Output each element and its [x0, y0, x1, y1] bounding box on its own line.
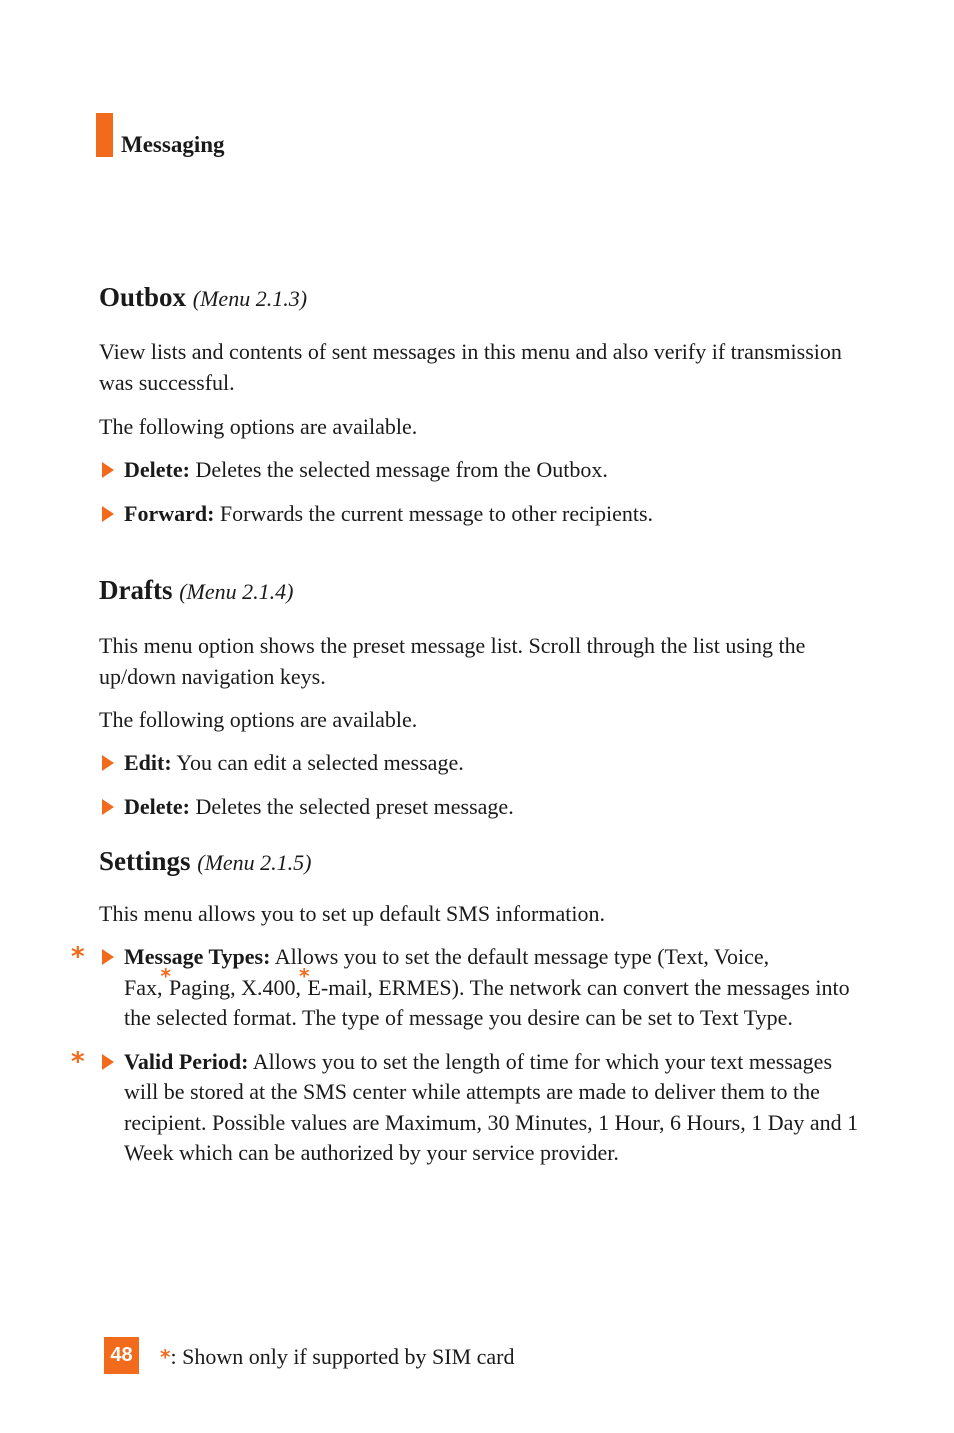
option-text: Deletes the selected message from the Outbox. — [189, 457, 608, 482]
asterisk-icon: * — [160, 1345, 171, 1369]
drafts-heading — [99, 572, 859, 610]
settings-option-valid-period — [71, 1046, 859, 1169]
settings-option-message-types — [71, 942, 859, 1034]
sim-only-asterisk-icon: * — [298, 963, 310, 988]
footnote — [160, 1343, 515, 1371]
bullet-triangle-icon — [102, 949, 114, 965]
section-header-bar — [96, 113, 113, 157]
drafts-options-intro: The following options are available. — [99, 707, 418, 732]
option-label: Forward: — [124, 500, 215, 526]
drafts-description: This menu option shows the preset message list. Scroll through the list using the up/down navigation keys. — [99, 633, 806, 689]
option-text: Paging, X.400, — [168, 974, 301, 1000]
option-label: Valid Period: — [124, 1048, 249, 1074]
sim-only-asterisk-icon: * — [71, 1046, 85, 1077]
drafts-title: Drafts — [99, 575, 173, 605]
option-text: E-mail, ERMES). The network can convert the messages into the selected format. The type of message you desire can be set to Text Type. — [124, 974, 850, 1030]
outbox-option-delete — [99, 455, 859, 486]
option-text: Allows you to set the length of time for which your text messages will be stored at the SMS center while attempts are made to deliver them to the recipient. Possible values are Maximum, 30 Minutes, 1 Hour, 6 Hours, 1 Day and 1 Week which can be authorized by your service provider. — [124, 1048, 859, 1165]
option-text: You can edit a selected message. — [171, 750, 464, 775]
sim-only-asterisk-icon: * — [160, 963, 171, 988]
option-text: Allows you to set the default message type (Text, Voice, Fax, — [124, 944, 770, 1000]
bullet-triangle-icon — [102, 1054, 114, 1070]
sim-only-asterisk-icon: * — [71, 942, 85, 972]
drafts-option-edit — [99, 748, 859, 779]
settings-title: Settings — [99, 846, 191, 876]
option-label: Message Types: — [124, 944, 271, 969]
outbox-options-intro: The following options are available. — [99, 414, 418, 439]
outbox-title: Outbox — [99, 282, 187, 312]
bullet-triangle-icon — [102, 799, 114, 815]
drafts-option-delete — [99, 792, 859, 823]
option-label: Edit: — [124, 750, 172, 775]
page-number: 48 — [104, 1337, 139, 1374]
option-text: Forwards the current message to other recipients. — [214, 500, 654, 526]
bullet-triangle-icon — [102, 755, 114, 771]
outbox-option-forward — [99, 499, 859, 530]
page-content — [71, 279, 859, 1169]
option-label: Delete: — [124, 793, 190, 819]
bullet-triangle-icon — [102, 506, 114, 522]
bullet-triangle-icon — [102, 462, 114, 478]
outbox-heading — [99, 279, 859, 317]
drafts-menu-number: (Menu 2.1.4) — [179, 579, 294, 604]
option-label: Delete: — [124, 457, 190, 482]
outbox-description: View lists and contents of sent messages in this menu and also verify if transmission was successful. — [99, 339, 842, 395]
section-header-title: Messaging — [121, 132, 225, 157]
option-text: Deletes the selected preset message. — [189, 793, 514, 819]
settings-heading — [99, 843, 859, 881]
outbox-menu-number: (Menu 2.1.3) — [192, 286, 308, 311]
settings-description: This menu allows you to set up default SMS information. — [99, 901, 605, 926]
footnote-text: : Shown only if supported by SIM card — [170, 1344, 515, 1369]
settings-menu-number: (Menu 2.1.5) — [197, 850, 312, 875]
